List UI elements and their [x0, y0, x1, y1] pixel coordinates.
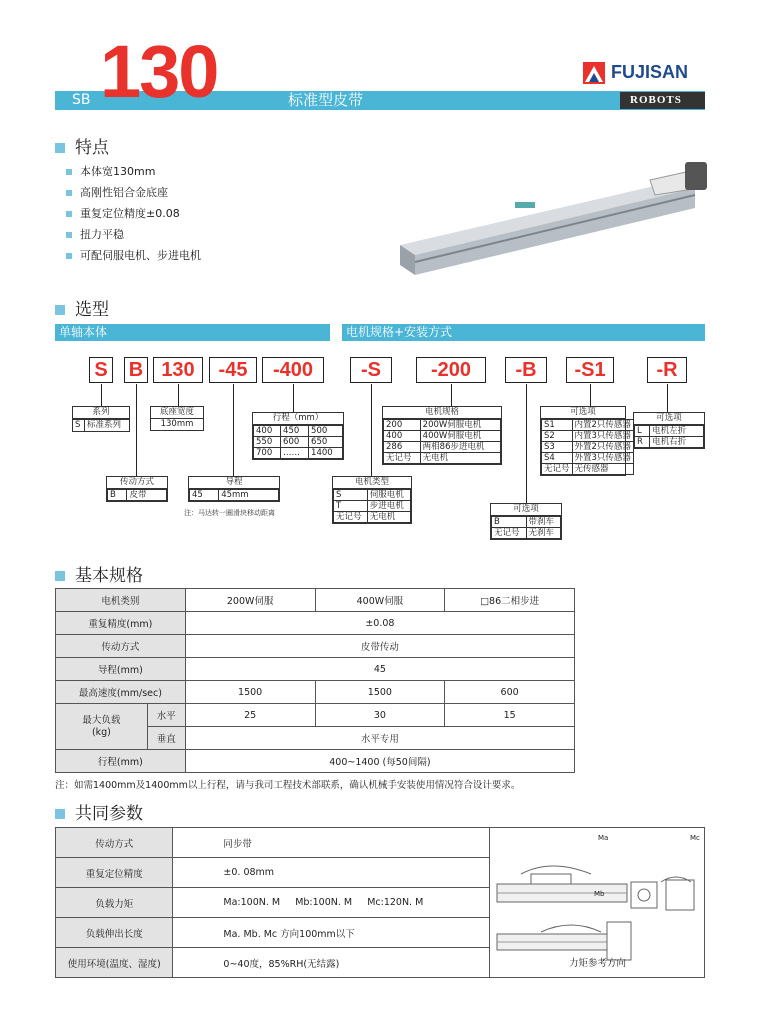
connector-line [526, 384, 527, 504]
brand-sub: ROBOTS [630, 94, 682, 106]
code-sensor: -S1 [566, 357, 614, 383]
connector-line [101, 384, 102, 406]
list-item: 高刚性铝合金底座 [66, 182, 201, 203]
brake-box: 可选项 B 带刹车 无记号 无刹车 [490, 503, 562, 540]
bullet-icon [66, 253, 72, 259]
code-series: S [89, 357, 113, 383]
brand-name: FUJISAN [611, 62, 689, 82]
square-bullet-icon [55, 305, 65, 315]
list-item: 本体宽130mm [66, 161, 201, 182]
basic-spec-table: 电机类别 200W伺服 400W伺服 □86二相步进 重复精度(mm) ±0.08 传动方式 皮带传动 导程(mm) 45 最高速度(mm/sec) 1500 1500 600 最大负载 (kg) 水平 25 30 15 垂直 水平专用 行程(mm) 400~1400 (每50间隔) [55, 588, 575, 773]
bullet-icon [66, 211, 72, 217]
square-bullet-icon [55, 571, 65, 581]
page-title: 标准型皮带 [288, 91, 364, 109]
features-list [66, 161, 201, 266]
motor-type-box: 电机类型 S 伺服电机 T 步进电机 无记号 无电机 [332, 476, 412, 524]
bullet-icon [66, 232, 72, 238]
series-box: 系列 S 标准系列 [72, 406, 130, 432]
connector-line [178, 384, 179, 406]
square-bullet-icon [55, 143, 65, 153]
connector-line [667, 384, 668, 412]
basic-spec-heading: 基本规格 [55, 561, 143, 586]
code-stroke: -400 [262, 357, 324, 383]
list-item: 扭力平稳 [66, 224, 201, 245]
selection-bar-right: 电机规格+安装方式 [342, 324, 705, 341]
code-motor-spec: -200 [416, 357, 486, 383]
connector-line [136, 384, 137, 476]
base-width-box: 底座宽度 130mm [150, 406, 204, 431]
selection-heading: 选型 [55, 295, 109, 320]
bullet-icon [66, 169, 72, 175]
common-heading: 共同参数 [55, 799, 143, 824]
features-heading: 特点 [55, 133, 109, 158]
drive-box: 传动方式 B 皮带 [106, 476, 168, 502]
connector-line [233, 384, 234, 476]
mount-box: 可选项 L 电机左折 R 电机右折 [633, 412, 705, 449]
code-motor-type: -S [350, 357, 392, 383]
diagram-caption: 力矩参考方向 [568, 958, 626, 969]
lead-note: 注：马达转一圈滑块移动距离 [184, 509, 275, 517]
bullet-icon [66, 190, 72, 196]
motor-spec-box: 电机规格 200 200W伺服电机 400 400W伺服电机 286 两相86步进电机 无记号 无电机 [382, 406, 502, 465]
sensor-box: 可选项 S1 内置2只传感器 S2 内置3只传感器 S3 外置2只传感器 S4 外置3只传感器 无记号 无传感器 [540, 406, 626, 476]
product-image [395, 150, 715, 280]
fujisan-logo-icon [583, 62, 605, 84]
connector-line [590, 384, 591, 406]
code-drive: B [124, 357, 148, 383]
model-number: 130 [100, 30, 218, 113]
model-prefix: SB [72, 92, 91, 108]
code-mount: -R [647, 357, 687, 383]
connector-line [293, 384, 294, 412]
list-item: 重复定位精度±0.08 [66, 203, 201, 224]
selection-bar-left: 单轴本体 [55, 324, 330, 341]
basic-spec-note: 注：如需1400mm及1400mm以上行程，请与我司工程技术部联系，确认机械手安装使用情况符合设计要求。 [55, 780, 521, 791]
square-bullet-icon [55, 809, 65, 819]
connector-line [451, 384, 452, 406]
common-table: 传动方式 同步带 Ma Mc Mb 重复定位精度 ±0. 08mm 负载力矩 Ma:100N. M Mb:100N. M Mc:120N. M 负载伸出长度 Ma. Mb. Mc 方向100mm以下 使用环境(温度、湿度) 0~40度，85%RH(无结露) [55, 827, 705, 978]
code-width: 130 [153, 357, 203, 383]
moment-diagram: Ma Mc Mb [490, 828, 705, 978]
lead-box: 导程 45 45mm [188, 476, 280, 502]
code-brake: -B [505, 357, 547, 383]
connector-line [371, 384, 372, 476]
list-item: 可配伺服电机、步进电机 [66, 245, 201, 266]
code-lead: -45 [209, 357, 257, 383]
stroke-box: 行程（mm） 400 450 500 550 600 650 700 …… 1400 [252, 412, 344, 460]
